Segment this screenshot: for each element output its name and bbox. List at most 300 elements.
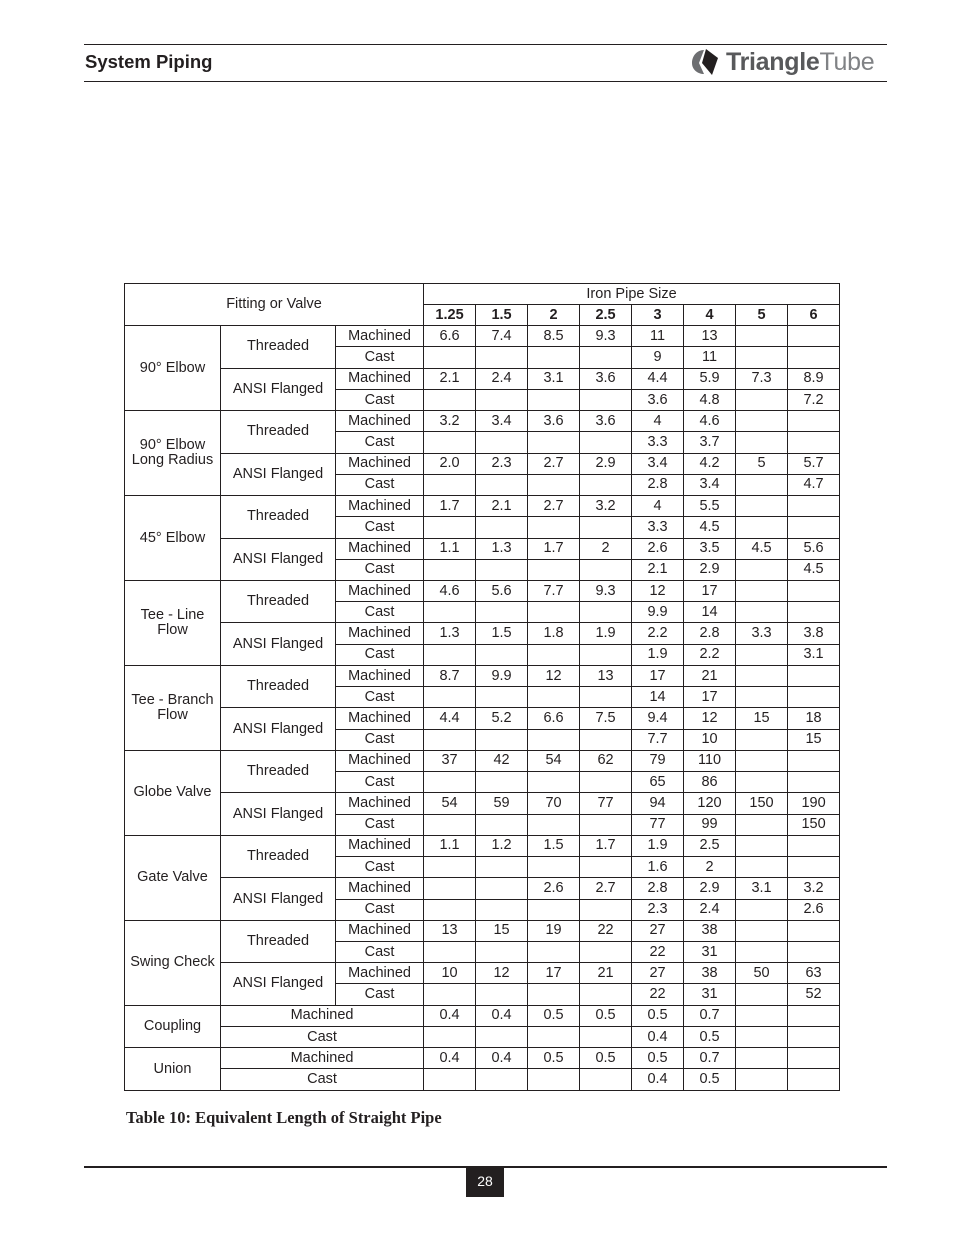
value-cell bbox=[736, 1026, 788, 1047]
value-cell: 5.9 bbox=[684, 368, 736, 389]
value-cell bbox=[476, 474, 528, 495]
value-cell bbox=[476, 517, 528, 538]
value-cell: 15 bbox=[788, 729, 840, 750]
value-cell: 5.5 bbox=[684, 496, 736, 517]
connection-type: Threaded bbox=[221, 665, 336, 707]
value-cell: 0.4 bbox=[424, 1005, 476, 1026]
value-cell bbox=[528, 941, 580, 962]
value-cell: 3.1 bbox=[528, 368, 580, 389]
connection-type: Threaded bbox=[221, 326, 336, 368]
value-cell: 3.8 bbox=[788, 623, 840, 644]
finish-type: Cast bbox=[336, 559, 424, 580]
value-cell: 54 bbox=[528, 750, 580, 771]
value-cell bbox=[476, 857, 528, 878]
value-cell bbox=[528, 602, 580, 623]
value-cell: 4.5 bbox=[788, 559, 840, 580]
value-cell: 9.4 bbox=[632, 708, 684, 729]
value-cell: 31 bbox=[684, 941, 736, 962]
value-cell: 2 bbox=[580, 538, 632, 559]
table-row bbox=[125, 878, 840, 899]
value-cell: 1.9 bbox=[580, 623, 632, 644]
value-cell bbox=[736, 920, 788, 941]
page-number: 28 bbox=[466, 1166, 504, 1197]
value-cell: 2.7 bbox=[528, 453, 580, 474]
finish-type: Machined bbox=[336, 411, 424, 432]
value-cell bbox=[736, 496, 788, 517]
value-cell: 0.5 bbox=[528, 1005, 580, 1026]
value-cell bbox=[736, 814, 788, 835]
value-cell: 1.7 bbox=[424, 496, 476, 517]
value-cell bbox=[736, 559, 788, 580]
size-header-cell: 4 bbox=[684, 305, 736, 326]
value-cell: 22 bbox=[632, 984, 684, 1005]
value-cell: 2.1 bbox=[476, 496, 528, 517]
value-cell bbox=[788, 941, 840, 962]
value-cell: 2.8 bbox=[632, 878, 684, 899]
value-cell: 94 bbox=[632, 793, 684, 814]
logo-text: TriangleTube bbox=[726, 48, 875, 76]
value-cell bbox=[580, 687, 632, 708]
connection-type: Threaded bbox=[221, 581, 336, 623]
value-cell bbox=[424, 559, 476, 580]
value-cell: 10 bbox=[684, 729, 736, 750]
value-cell: 0.4 bbox=[424, 1048, 476, 1069]
value-cell bbox=[736, 1069, 788, 1091]
finish-type: Cast bbox=[336, 729, 424, 750]
value-cell bbox=[788, 1069, 840, 1091]
size-header-cell: 1.5 bbox=[476, 305, 528, 326]
value-cell: 1.5 bbox=[476, 623, 528, 644]
value-cell: 5.7 bbox=[788, 453, 840, 474]
value-cell bbox=[476, 559, 528, 580]
value-cell: 6.6 bbox=[528, 708, 580, 729]
size-header-cell: 2 bbox=[528, 305, 580, 326]
value-cell: 4.4 bbox=[632, 368, 684, 389]
value-cell: 190 bbox=[788, 793, 840, 814]
finish-type: Cast bbox=[336, 687, 424, 708]
value-cell bbox=[736, 750, 788, 771]
value-cell bbox=[580, 602, 632, 623]
value-cell bbox=[736, 517, 788, 538]
value-cell: 5.2 bbox=[476, 708, 528, 729]
value-cell bbox=[528, 772, 580, 793]
value-cell bbox=[580, 729, 632, 750]
value-cell bbox=[788, 750, 840, 771]
value-cell: 59 bbox=[476, 793, 528, 814]
value-cell: 14 bbox=[684, 602, 736, 623]
finish-type: Cast bbox=[336, 899, 424, 920]
value-cell bbox=[736, 687, 788, 708]
value-cell: 77 bbox=[580, 793, 632, 814]
value-cell bbox=[736, 581, 788, 602]
value-cell bbox=[736, 772, 788, 793]
value-cell bbox=[424, 347, 476, 368]
value-cell bbox=[788, 581, 840, 602]
value-cell: 4 bbox=[632, 411, 684, 432]
value-cell bbox=[476, 899, 528, 920]
connection-type: ANSI Flanged bbox=[221, 878, 336, 920]
connection-type: Threaded bbox=[221, 411, 336, 453]
value-cell bbox=[424, 517, 476, 538]
value-cell: 13 bbox=[424, 920, 476, 941]
fitting-name: Tee - Branch Flow bbox=[125, 665, 221, 750]
value-cell: 120 bbox=[684, 793, 736, 814]
value-cell: 11 bbox=[684, 347, 736, 368]
finish-type: Cast bbox=[336, 602, 424, 623]
value-cell: 150 bbox=[788, 814, 840, 835]
value-cell: 9.3 bbox=[580, 581, 632, 602]
value-cell: 62 bbox=[580, 750, 632, 771]
finish-type: Cast bbox=[336, 644, 424, 665]
finish-type: Machined bbox=[336, 835, 424, 856]
value-cell: 17 bbox=[684, 687, 736, 708]
value-cell bbox=[476, 687, 528, 708]
value-cell bbox=[580, 474, 632, 495]
connection-type: ANSI Flanged bbox=[221, 708, 336, 750]
value-cell: 0.4 bbox=[632, 1069, 684, 1091]
value-cell bbox=[580, 899, 632, 920]
value-cell: 0.7 bbox=[684, 1048, 736, 1069]
value-cell bbox=[528, 517, 580, 538]
value-cell: 38 bbox=[684, 920, 736, 941]
value-cell: 1.9 bbox=[632, 835, 684, 856]
value-cell: 2.5 bbox=[684, 835, 736, 856]
value-cell: 3.7 bbox=[684, 432, 736, 453]
value-cell bbox=[788, 1048, 840, 1069]
finish-type: Cast bbox=[336, 432, 424, 453]
value-cell: 13 bbox=[684, 326, 736, 347]
value-cell: 8.5 bbox=[528, 326, 580, 347]
value-cell: 1.3 bbox=[424, 623, 476, 644]
value-cell: 110 bbox=[684, 750, 736, 771]
value-cell: 13 bbox=[580, 665, 632, 686]
value-cell bbox=[736, 411, 788, 432]
value-cell bbox=[788, 517, 840, 538]
value-cell: 2 bbox=[684, 857, 736, 878]
value-cell: 6.6 bbox=[424, 326, 476, 347]
value-cell bbox=[528, 347, 580, 368]
value-cell bbox=[476, 644, 528, 665]
value-cell: 2.2 bbox=[632, 623, 684, 644]
table-row bbox=[125, 581, 840, 602]
value-cell: 2.9 bbox=[684, 559, 736, 580]
size-header-cell: 5 bbox=[736, 305, 788, 326]
value-cell: 0.4 bbox=[632, 1026, 684, 1047]
value-cell: 27 bbox=[632, 963, 684, 984]
value-cell bbox=[424, 389, 476, 410]
finish-type: Machined bbox=[336, 750, 424, 771]
value-cell: 1.9 bbox=[632, 644, 684, 665]
value-cell bbox=[424, 729, 476, 750]
connection-type: ANSI Flanged bbox=[221, 623, 336, 665]
value-cell bbox=[476, 347, 528, 368]
value-cell: 99 bbox=[684, 814, 736, 835]
value-cell: 4.5 bbox=[684, 517, 736, 538]
value-cell bbox=[788, 347, 840, 368]
value-cell: 15 bbox=[476, 920, 528, 941]
finish-type: Cast bbox=[336, 517, 424, 538]
table-row bbox=[125, 920, 840, 941]
value-cell: 0.5 bbox=[580, 1048, 632, 1069]
value-cell bbox=[476, 772, 528, 793]
finish-type: Cast bbox=[336, 941, 424, 962]
connection-type: Threaded bbox=[221, 920, 336, 962]
value-cell bbox=[736, 729, 788, 750]
value-cell: 1.1 bbox=[424, 835, 476, 856]
value-cell bbox=[788, 857, 840, 878]
finish-type: Machined bbox=[336, 793, 424, 814]
top-rule bbox=[84, 44, 887, 45]
table-row bbox=[125, 708, 840, 729]
finish-type: Machined bbox=[336, 708, 424, 729]
value-cell: 2.8 bbox=[684, 623, 736, 644]
value-cell bbox=[424, 814, 476, 835]
finish-type: Machined bbox=[336, 878, 424, 899]
value-cell bbox=[580, 432, 632, 453]
value-cell: 17 bbox=[684, 581, 736, 602]
value-cell: 50 bbox=[736, 963, 788, 984]
finish-type: Machined bbox=[336, 496, 424, 517]
value-cell bbox=[528, 389, 580, 410]
value-cell: 2.2 bbox=[684, 644, 736, 665]
value-cell: 0.5 bbox=[580, 1005, 632, 1026]
value-cell: 0.5 bbox=[632, 1048, 684, 1069]
value-cell: 5.6 bbox=[788, 538, 840, 559]
value-cell bbox=[424, 941, 476, 962]
value-cell: 9.3 bbox=[580, 326, 632, 347]
value-cell: 150 bbox=[736, 793, 788, 814]
value-cell: 3.2 bbox=[424, 411, 476, 432]
value-cell: 27 bbox=[632, 920, 684, 941]
value-cell bbox=[528, 1026, 580, 1047]
value-cell: 2.1 bbox=[424, 368, 476, 389]
finish-type: Machined bbox=[336, 665, 424, 686]
value-cell bbox=[476, 389, 528, 410]
connection-type: ANSI Flanged bbox=[221, 368, 336, 410]
value-cell: 9.9 bbox=[476, 665, 528, 686]
size-header-cell: 2.5 bbox=[580, 305, 632, 326]
value-cell: 3.3 bbox=[736, 623, 788, 644]
size-header-cell: 1.25 bbox=[424, 305, 476, 326]
value-cell: 79 bbox=[632, 750, 684, 771]
size-header-cell: 6 bbox=[788, 305, 840, 326]
value-cell: 10 bbox=[424, 963, 476, 984]
value-cell bbox=[528, 899, 580, 920]
value-cell: 2.9 bbox=[580, 453, 632, 474]
value-cell: 22 bbox=[632, 941, 684, 962]
value-cell: 7.4 bbox=[476, 326, 528, 347]
value-cell: 4.4 bbox=[424, 708, 476, 729]
connection-type: ANSI Flanged bbox=[221, 793, 336, 835]
connection-type: ANSI Flanged bbox=[221, 963, 336, 1005]
table-row bbox=[125, 623, 840, 644]
value-cell bbox=[580, 857, 632, 878]
value-cell: 0.4 bbox=[476, 1005, 528, 1026]
value-cell: 0.5 bbox=[528, 1048, 580, 1069]
value-cell: 63 bbox=[788, 963, 840, 984]
value-cell: 15 bbox=[736, 708, 788, 729]
value-cell bbox=[528, 644, 580, 665]
value-cell: 38 bbox=[684, 963, 736, 984]
fitting-header: Fitting or Valve bbox=[125, 284, 424, 326]
value-cell: 52 bbox=[788, 984, 840, 1005]
connection-type: ANSI Flanged bbox=[221, 538, 336, 580]
value-cell bbox=[476, 729, 528, 750]
value-cell bbox=[736, 1048, 788, 1069]
value-cell: 21 bbox=[580, 963, 632, 984]
value-cell bbox=[580, 347, 632, 368]
value-cell bbox=[528, 814, 580, 835]
value-cell: 7.3 bbox=[736, 368, 788, 389]
finish-type: Machined bbox=[336, 453, 424, 474]
table-row bbox=[125, 665, 840, 686]
value-cell: 22 bbox=[580, 920, 632, 941]
value-cell: 3.1 bbox=[736, 878, 788, 899]
value-cell bbox=[476, 602, 528, 623]
value-cell bbox=[424, 432, 476, 453]
value-cell: 2.6 bbox=[788, 899, 840, 920]
finish-type: Machined bbox=[221, 1048, 424, 1069]
value-cell bbox=[424, 602, 476, 623]
value-cell: 86 bbox=[684, 772, 736, 793]
value-cell: 4.6 bbox=[684, 411, 736, 432]
table-row bbox=[125, 963, 840, 984]
value-cell: 3.3 bbox=[632, 517, 684, 538]
value-cell bbox=[788, 496, 840, 517]
header-row bbox=[125, 284, 840, 305]
value-cell bbox=[580, 814, 632, 835]
value-cell bbox=[788, 602, 840, 623]
value-cell: 11 bbox=[632, 326, 684, 347]
value-cell bbox=[736, 389, 788, 410]
value-cell bbox=[424, 984, 476, 1005]
value-cell bbox=[736, 644, 788, 665]
brand-logo bbox=[690, 47, 886, 77]
value-cell bbox=[788, 1026, 840, 1047]
value-cell bbox=[424, 1026, 476, 1047]
value-cell bbox=[424, 644, 476, 665]
value-cell bbox=[736, 432, 788, 453]
table-row bbox=[125, 411, 840, 432]
value-cell bbox=[424, 772, 476, 793]
header-rule bbox=[84, 81, 887, 82]
value-cell: 3.4 bbox=[632, 453, 684, 474]
table-row bbox=[125, 793, 840, 814]
value-cell bbox=[736, 941, 788, 962]
value-cell: 4 bbox=[632, 496, 684, 517]
value-cell: 7.7 bbox=[632, 729, 684, 750]
value-cell: 2.3 bbox=[632, 899, 684, 920]
value-cell: 1.3 bbox=[476, 538, 528, 559]
finish-type: Cast bbox=[336, 814, 424, 835]
value-cell bbox=[424, 878, 476, 899]
finish-type: Machined bbox=[336, 623, 424, 644]
value-cell bbox=[580, 389, 632, 410]
value-cell: 5.6 bbox=[476, 581, 528, 602]
value-cell bbox=[528, 474, 580, 495]
table-caption: Table 10: Equivalent Length of Straight Pipe bbox=[126, 1108, 442, 1127]
value-cell bbox=[736, 835, 788, 856]
finish-type: Cast bbox=[221, 1026, 424, 1047]
value-cell bbox=[736, 326, 788, 347]
value-cell: 4.5 bbox=[736, 538, 788, 559]
value-cell bbox=[528, 559, 580, 580]
value-cell: 3.5 bbox=[684, 538, 736, 559]
value-cell: 1.1 bbox=[424, 538, 476, 559]
value-cell: 8.9 bbox=[788, 368, 840, 389]
value-cell bbox=[476, 814, 528, 835]
finish-type: Cast bbox=[336, 857, 424, 878]
finish-type: Machined bbox=[221, 1005, 424, 1026]
value-cell bbox=[580, 559, 632, 580]
value-cell: 4.2 bbox=[684, 453, 736, 474]
value-cell bbox=[736, 602, 788, 623]
value-cell: 0.7 bbox=[684, 1005, 736, 1026]
value-cell: 3.4 bbox=[476, 411, 528, 432]
value-cell: 1.7 bbox=[528, 538, 580, 559]
fitting-name: Tee - Line Flow bbox=[125, 581, 221, 666]
table-row bbox=[125, 1048, 840, 1069]
value-cell bbox=[788, 665, 840, 686]
table-row bbox=[125, 453, 840, 474]
value-cell bbox=[580, 1026, 632, 1047]
finish-type: Cast bbox=[336, 474, 424, 495]
value-cell bbox=[476, 1069, 528, 1091]
value-cell: 9.9 bbox=[632, 602, 684, 623]
fitting-name: Union bbox=[125, 1048, 221, 1091]
value-cell bbox=[528, 984, 580, 1005]
table-row bbox=[125, 496, 840, 517]
value-cell: 1.2 bbox=[476, 835, 528, 856]
value-cell: 7.5 bbox=[580, 708, 632, 729]
finish-type: Machined bbox=[336, 368, 424, 389]
value-cell: 2.4 bbox=[476, 368, 528, 389]
value-cell: 19 bbox=[528, 920, 580, 941]
value-cell: 2.0 bbox=[424, 453, 476, 474]
value-cell: 2.6 bbox=[528, 878, 580, 899]
value-cell: 17 bbox=[632, 665, 684, 686]
value-cell: 14 bbox=[632, 687, 684, 708]
value-cell: 1.5 bbox=[528, 835, 580, 856]
value-cell: 3.4 bbox=[684, 474, 736, 495]
value-cell bbox=[736, 665, 788, 686]
value-cell bbox=[528, 729, 580, 750]
value-cell bbox=[424, 1069, 476, 1091]
value-cell: 4.8 bbox=[684, 389, 736, 410]
value-cell: 2.7 bbox=[528, 496, 580, 517]
value-cell bbox=[788, 326, 840, 347]
value-cell bbox=[736, 984, 788, 1005]
finish-type: Machined bbox=[336, 963, 424, 984]
value-cell bbox=[736, 857, 788, 878]
value-cell: 0.5 bbox=[632, 1005, 684, 1026]
table-row bbox=[125, 835, 840, 856]
table-row bbox=[125, 538, 840, 559]
value-cell: 2.8 bbox=[632, 474, 684, 495]
value-cell: 37 bbox=[424, 750, 476, 771]
value-cell: 3.6 bbox=[632, 389, 684, 410]
value-cell: 2.6 bbox=[632, 538, 684, 559]
pipe-size-header: Iron Pipe Size bbox=[424, 284, 840, 305]
value-cell bbox=[788, 1005, 840, 1026]
value-cell bbox=[580, 1069, 632, 1091]
value-cell: 8.7 bbox=[424, 665, 476, 686]
value-cell: 0.4 bbox=[476, 1048, 528, 1069]
value-cell: 65 bbox=[632, 772, 684, 793]
value-cell bbox=[580, 517, 632, 538]
value-cell bbox=[736, 347, 788, 368]
value-cell: 12 bbox=[528, 665, 580, 686]
